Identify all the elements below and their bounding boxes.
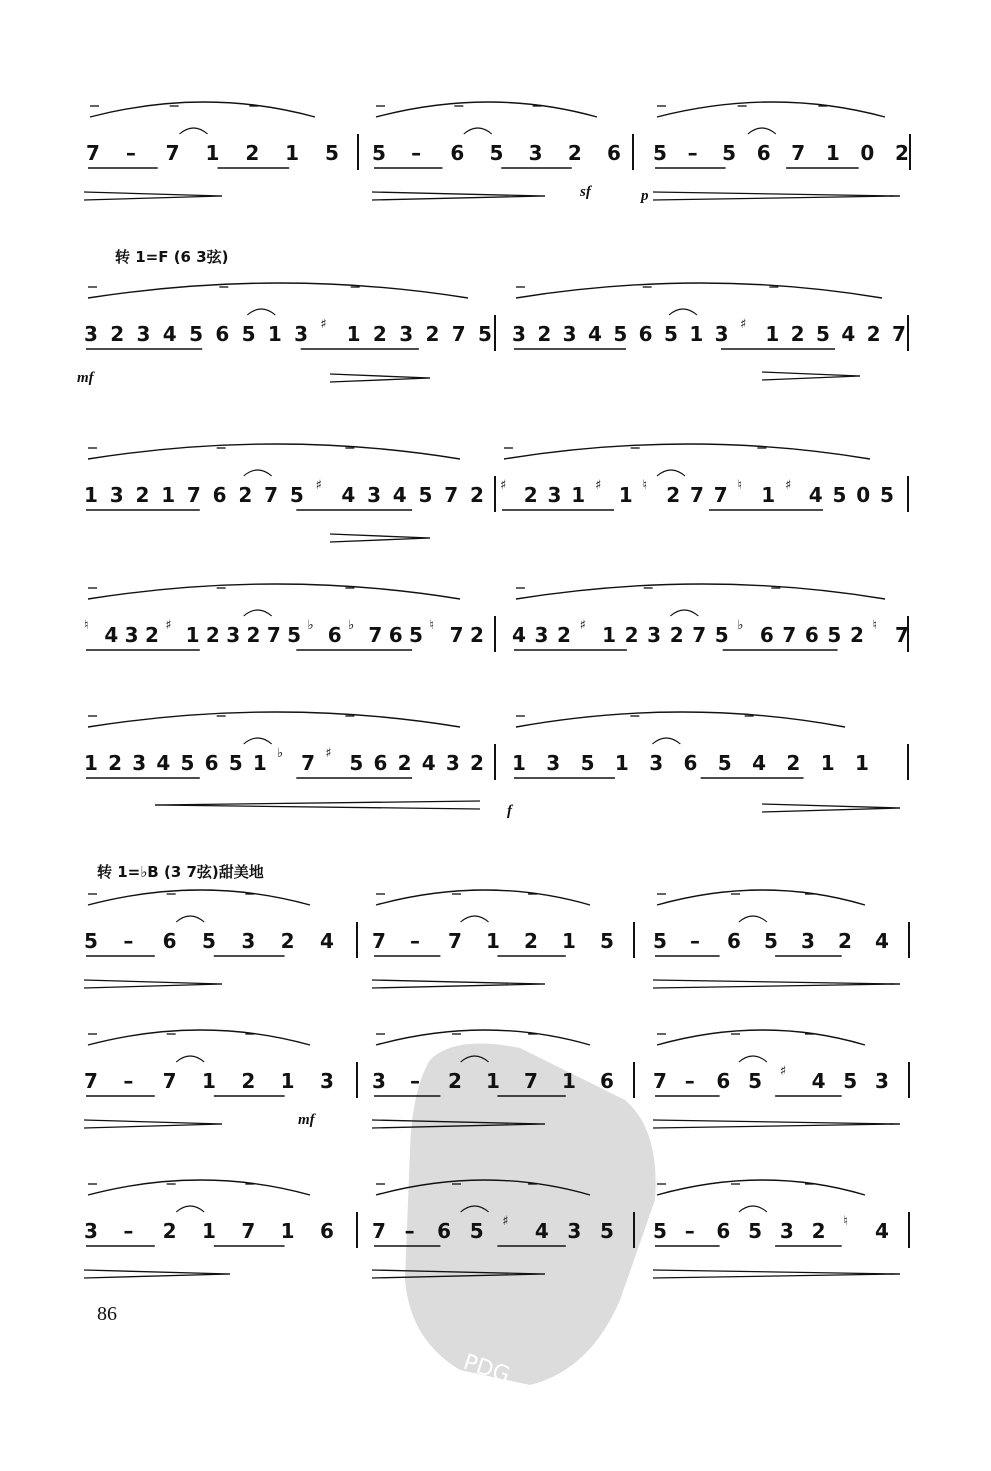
note: 2 (135, 483, 150, 507)
hairpin-line (330, 534, 430, 538)
hairpin-line (653, 192, 900, 196)
note: 0 (860, 141, 875, 165)
note: 5 (287, 623, 302, 647)
note: ♮ (642, 478, 648, 493)
note: 7 (165, 141, 180, 165)
note: 2 (110, 322, 125, 346)
note: 2 (108, 751, 123, 775)
note: 1 (267, 322, 282, 346)
note: 7 (86, 141, 100, 165)
note: 5 (717, 751, 732, 775)
note: 3 (84, 322, 98, 346)
note: 4 (320, 929, 334, 953)
hairpin-line (84, 192, 222, 196)
note: 5 (189, 322, 203, 346)
note: 7 (782, 623, 797, 647)
note: 2 (280, 929, 295, 953)
note: 2 (470, 483, 484, 507)
note: 7 (301, 751, 316, 775)
hairpin-line (330, 374, 430, 378)
note: ♯ (502, 1214, 509, 1229)
slur-arc (516, 584, 885, 599)
note: 3 (512, 322, 526, 346)
note: – (123, 1219, 134, 1243)
note: 2 (811, 1219, 826, 1243)
note: 3 (294, 322, 309, 346)
note: 2 (205, 623, 220, 647)
hairpin-line (653, 1270, 900, 1274)
note: 5 (372, 141, 386, 165)
note: 2 (537, 322, 552, 346)
note: 7 (692, 623, 707, 647)
note: 3 (801, 929, 815, 953)
slur-arc (88, 283, 468, 298)
note: ♮ (84, 618, 89, 633)
note: ♮ (737, 478, 743, 493)
note: 1 (512, 751, 526, 775)
note: 6 (212, 483, 227, 507)
note: – (125, 141, 136, 165)
note: ♮ (843, 1214, 848, 1229)
note: 4 (875, 929, 889, 953)
note: 7 (449, 623, 464, 647)
note: 5 (880, 483, 894, 507)
tuplet-arc (669, 309, 697, 315)
note: 1 (252, 751, 267, 775)
note: 3 (84, 1219, 98, 1243)
note: 5 (228, 751, 243, 775)
note: 7 (162, 1069, 177, 1093)
note: 6 (600, 1069, 614, 1093)
slur-arc (88, 1180, 310, 1195)
note: 1 (825, 141, 840, 165)
tuplet-arc (748, 128, 776, 134)
note: 1 (820, 751, 835, 775)
note: 7 (524, 1069, 538, 1093)
note: 2 (241, 1069, 256, 1093)
note: 5 (714, 623, 729, 647)
note: 6 (716, 1069, 731, 1093)
note: 5 (816, 322, 830, 346)
slur-arc (88, 1030, 310, 1045)
slur-arc (88, 444, 460, 459)
note: 6 (162, 929, 177, 953)
note: 3 (109, 483, 124, 507)
note: ♯ (500, 478, 507, 493)
hairpin-line (84, 1124, 222, 1128)
note: 1 (562, 929, 576, 953)
note: 1 (161, 483, 176, 507)
note: 1 (486, 1069, 500, 1093)
note: 4 (512, 623, 526, 647)
note: 6 (607, 141, 621, 165)
note: 1 (562, 1069, 576, 1093)
hairpin-line (330, 538, 430, 542)
dynamic-p: p (641, 188, 649, 204)
note: 1 (185, 623, 200, 647)
hairpin-line (762, 376, 860, 380)
note: – (684, 1219, 695, 1243)
dynamic-mf-2: mf (298, 1112, 315, 1128)
slur-arc (376, 1030, 590, 1045)
slur-arc (504, 444, 870, 459)
note: 2 (397, 751, 412, 775)
note: 1 (280, 1069, 295, 1093)
note: 6 (756, 141, 771, 165)
note: 4 (534, 1219, 549, 1243)
note: 5 (653, 141, 667, 165)
note: 6 (373, 751, 388, 775)
note: 1 (618, 483, 633, 507)
note: 3 (132, 751, 147, 775)
note: ♯ (779, 1064, 787, 1079)
note: 7 (451, 322, 466, 346)
hairpin-line (653, 196, 900, 200)
slur-arc (88, 584, 460, 599)
note: 1 (689, 322, 704, 346)
hairpin-line (84, 1274, 230, 1278)
note: 1 (84, 751, 98, 775)
note: ♯ (595, 478, 602, 493)
note: – (410, 1069, 420, 1093)
note: 3 (367, 483, 381, 507)
note: 3 (534, 623, 549, 647)
hairpin-line (84, 980, 222, 984)
slur-arc (657, 102, 885, 117)
note: 3 (241, 929, 256, 953)
hairpin-line (372, 984, 545, 988)
note: 2 (849, 623, 864, 647)
note: ♯ (785, 478, 792, 493)
note: 7 (690, 483, 704, 507)
hairpin-line (653, 980, 900, 984)
note: 5 (843, 1069, 858, 1093)
note: 5 (722, 141, 737, 165)
note: 3 (547, 483, 562, 507)
tuplet-arc (739, 1206, 767, 1212)
slur-arc (657, 890, 865, 905)
note: – (404, 1219, 415, 1243)
note: 4 (421, 751, 436, 775)
tuplet-arc (244, 470, 272, 476)
note: 5 (409, 623, 423, 647)
note: 6 (320, 1219, 334, 1243)
slur-arc (657, 1030, 865, 1045)
note: 7 (372, 929, 386, 953)
note: – (410, 929, 420, 953)
key-change-heading-1: 转 1=F (6 3弦) (115, 248, 229, 266)
note: 3 (124, 623, 139, 647)
note: 3 (649, 751, 664, 775)
slur-arc (376, 102, 597, 117)
note: 1 (202, 1069, 216, 1093)
note: – (411, 141, 422, 165)
note: 2 (524, 929, 538, 953)
note: 7 (241, 1219, 256, 1243)
hairpin-line (762, 808, 900, 812)
hairpin-line (653, 1274, 900, 1278)
note: ♮ (872, 618, 878, 633)
note: 1 (205, 141, 220, 165)
note: 5 (764, 929, 778, 953)
dynamic-mf-1: mf (77, 370, 94, 386)
note: 5 (202, 929, 216, 953)
note: 7 (791, 141, 806, 165)
note: 5 (489, 141, 504, 165)
note: 6 (388, 623, 403, 647)
note: 3 (779, 1219, 794, 1243)
note: 7 (448, 929, 462, 953)
watermark-seal (405, 1044, 656, 1385)
note: 4 (162, 322, 177, 346)
note: ♭ (277, 746, 284, 761)
note: 6 (804, 623, 819, 647)
note: 5 (600, 1219, 614, 1243)
note: 2 (669, 623, 684, 647)
note: 3 (399, 322, 414, 346)
tuplet-arc (461, 916, 489, 922)
note: 2 (557, 623, 571, 647)
note: 5 (349, 751, 364, 775)
tuplet-arc (176, 1056, 204, 1062)
note: 3 (562, 322, 577, 346)
note: 2 (144, 623, 159, 647)
tuplet-arc (739, 1056, 767, 1062)
note: 2 (470, 623, 484, 647)
note: 2 (866, 322, 881, 346)
note: 7 (372, 1219, 386, 1243)
hairpin-line (653, 1124, 900, 1128)
note: 5 (325, 141, 339, 165)
hairpin-line (84, 984, 222, 988)
dynamic-f: f (507, 803, 512, 819)
note: 5 (653, 929, 667, 953)
note: 2 (666, 483, 681, 507)
page-number: 86 (97, 1303, 117, 1325)
note: 7 (368, 623, 383, 647)
note: – (684, 1069, 695, 1093)
note: 5 (84, 929, 98, 953)
note: – (687, 141, 698, 165)
hairpin-line (84, 1120, 222, 1124)
note: 5 (664, 322, 678, 346)
note: 1 (761, 483, 776, 507)
note: 2 (567, 141, 582, 165)
note: 5 (180, 751, 195, 775)
note: 7 (895, 623, 909, 647)
note: 6 (437, 1219, 452, 1243)
note: 5 (600, 929, 614, 953)
hairpin-line (84, 196, 222, 200)
note: 1 (202, 1219, 216, 1243)
note: 4 (808, 483, 823, 507)
note: ♯ (165, 618, 172, 633)
note: 5 (580, 751, 595, 775)
hairpin-line (155, 805, 480, 809)
hairpin-line (330, 378, 430, 382)
tuplet-arc (176, 916, 204, 922)
note: ♯ (315, 478, 322, 493)
tuplet-arc (176, 1206, 204, 1212)
note: 6 (759, 623, 774, 647)
note: 2 (786, 751, 801, 775)
note: 1 (571, 483, 586, 507)
note: 4 (588, 322, 602, 346)
hairpin-line (372, 192, 545, 196)
slur-arc (88, 890, 310, 905)
slur-arc (516, 712, 845, 727)
note: 3 (567, 1219, 582, 1243)
note: 4 (811, 1069, 826, 1093)
note: 7 (186, 483, 201, 507)
note: 1 (346, 322, 361, 346)
tuplet-arc (464, 128, 492, 134)
note: 4 (104, 623, 119, 647)
watermark-text: PDG (460, 1349, 513, 1389)
note: 7 (84, 1069, 98, 1093)
note: 6 (683, 751, 698, 775)
note: 2 (895, 141, 909, 165)
note: 3 (528, 141, 543, 165)
note: 6 (204, 751, 219, 775)
tuplet-arc (244, 738, 272, 744)
note: 4 (875, 1219, 889, 1243)
note: 2 (523, 483, 538, 507)
hairpin-line (372, 980, 545, 984)
note: ♯ (320, 317, 327, 332)
note: 7 (266, 623, 281, 647)
note: 1 (486, 929, 500, 953)
note: 3 (136, 322, 151, 346)
note: 5 (748, 1069, 763, 1093)
note: 4 (841, 322, 856, 346)
slur-arc (376, 890, 590, 905)
note: 6 (327, 623, 342, 647)
note: 7 (264, 483, 279, 507)
tuplet-arc (180, 128, 208, 134)
note: 2 (448, 1069, 462, 1093)
slur-arc (90, 102, 315, 117)
note: 1 (765, 322, 780, 346)
note: 3 (647, 623, 662, 647)
note: 5 (478, 322, 492, 346)
note: 2 (425, 322, 440, 346)
tuplet-arc (739, 916, 767, 922)
note: 6 (638, 322, 653, 346)
dynamic-sf: sf (580, 184, 591, 200)
note: 7 (713, 483, 728, 507)
tuplet-arc (244, 610, 272, 616)
note: 3 (320, 1069, 334, 1093)
note: 2 (245, 141, 260, 165)
note: 3 (372, 1069, 386, 1093)
note: 6 (215, 322, 230, 346)
tuplet-arc (652, 738, 680, 744)
note: – (690, 929, 700, 953)
note: 6 (727, 929, 741, 953)
note: 5 (827, 623, 842, 647)
note: 5 (469, 1219, 484, 1243)
tuplet-arc (247, 309, 275, 315)
note: ♭ (307, 618, 314, 633)
note: 2 (790, 322, 805, 346)
note: ♭ (348, 618, 355, 633)
note: 1 (855, 751, 869, 775)
note: 7 (892, 322, 906, 346)
note: 5 (748, 1219, 763, 1243)
note: 5 (613, 322, 628, 346)
hairpin-line (155, 801, 480, 805)
note: 5 (241, 322, 256, 346)
hairpin-line (84, 1270, 230, 1274)
watermark-shape (405, 1044, 656, 1385)
note: 5 (653, 1219, 667, 1243)
note: 2 (238, 483, 253, 507)
note: 3 (714, 322, 729, 346)
note: 2 (624, 623, 639, 647)
key-change-heading-2: 转 1=♭B (3 7弦)甜美地 (97, 863, 264, 881)
note: 5 (832, 483, 847, 507)
hairpin-line (653, 984, 900, 988)
slur-arc (88, 712, 460, 727)
note: 3 (226, 623, 241, 647)
hairpin-line (372, 196, 545, 200)
note: 4 (392, 483, 407, 507)
note: ♭ (737, 618, 744, 633)
hairpin-line (653, 1120, 900, 1124)
note: 6 (450, 141, 465, 165)
note: 6 (716, 1219, 731, 1243)
note: 4 (156, 751, 171, 775)
note: – (123, 1069, 134, 1093)
note: 0 (856, 483, 871, 507)
note: 2 (838, 929, 852, 953)
note: 4 (341, 483, 356, 507)
note: 3 (546, 751, 561, 775)
hairpin-line (762, 804, 900, 808)
note: 5 (289, 483, 304, 507)
note: ♯ (325, 746, 332, 761)
note: 4 (752, 751, 767, 775)
note: 1 (614, 751, 629, 775)
slur-arc (516, 283, 882, 298)
note: – (123, 929, 134, 953)
note: 2 (246, 623, 261, 647)
note: 1 (285, 141, 300, 165)
tuplet-arc (670, 610, 698, 616)
note: ♯ (579, 618, 586, 633)
slur-arc (657, 1180, 865, 1195)
note: 7 (653, 1069, 667, 1093)
note: 1 (280, 1219, 295, 1243)
note: ♯ (740, 317, 747, 332)
note: 3 (875, 1069, 889, 1093)
hairpin-line (762, 372, 860, 376)
note: 1 (602, 623, 617, 647)
note: 2 (372, 322, 387, 346)
note: 2 (470, 751, 484, 775)
note: 5 (418, 483, 433, 507)
note: 3 (445, 751, 460, 775)
note: ♮ (429, 618, 435, 633)
tuplet-arc (657, 470, 685, 476)
note: 2 (162, 1219, 177, 1243)
note: 1 (84, 483, 98, 507)
note: 7 (444, 483, 459, 507)
